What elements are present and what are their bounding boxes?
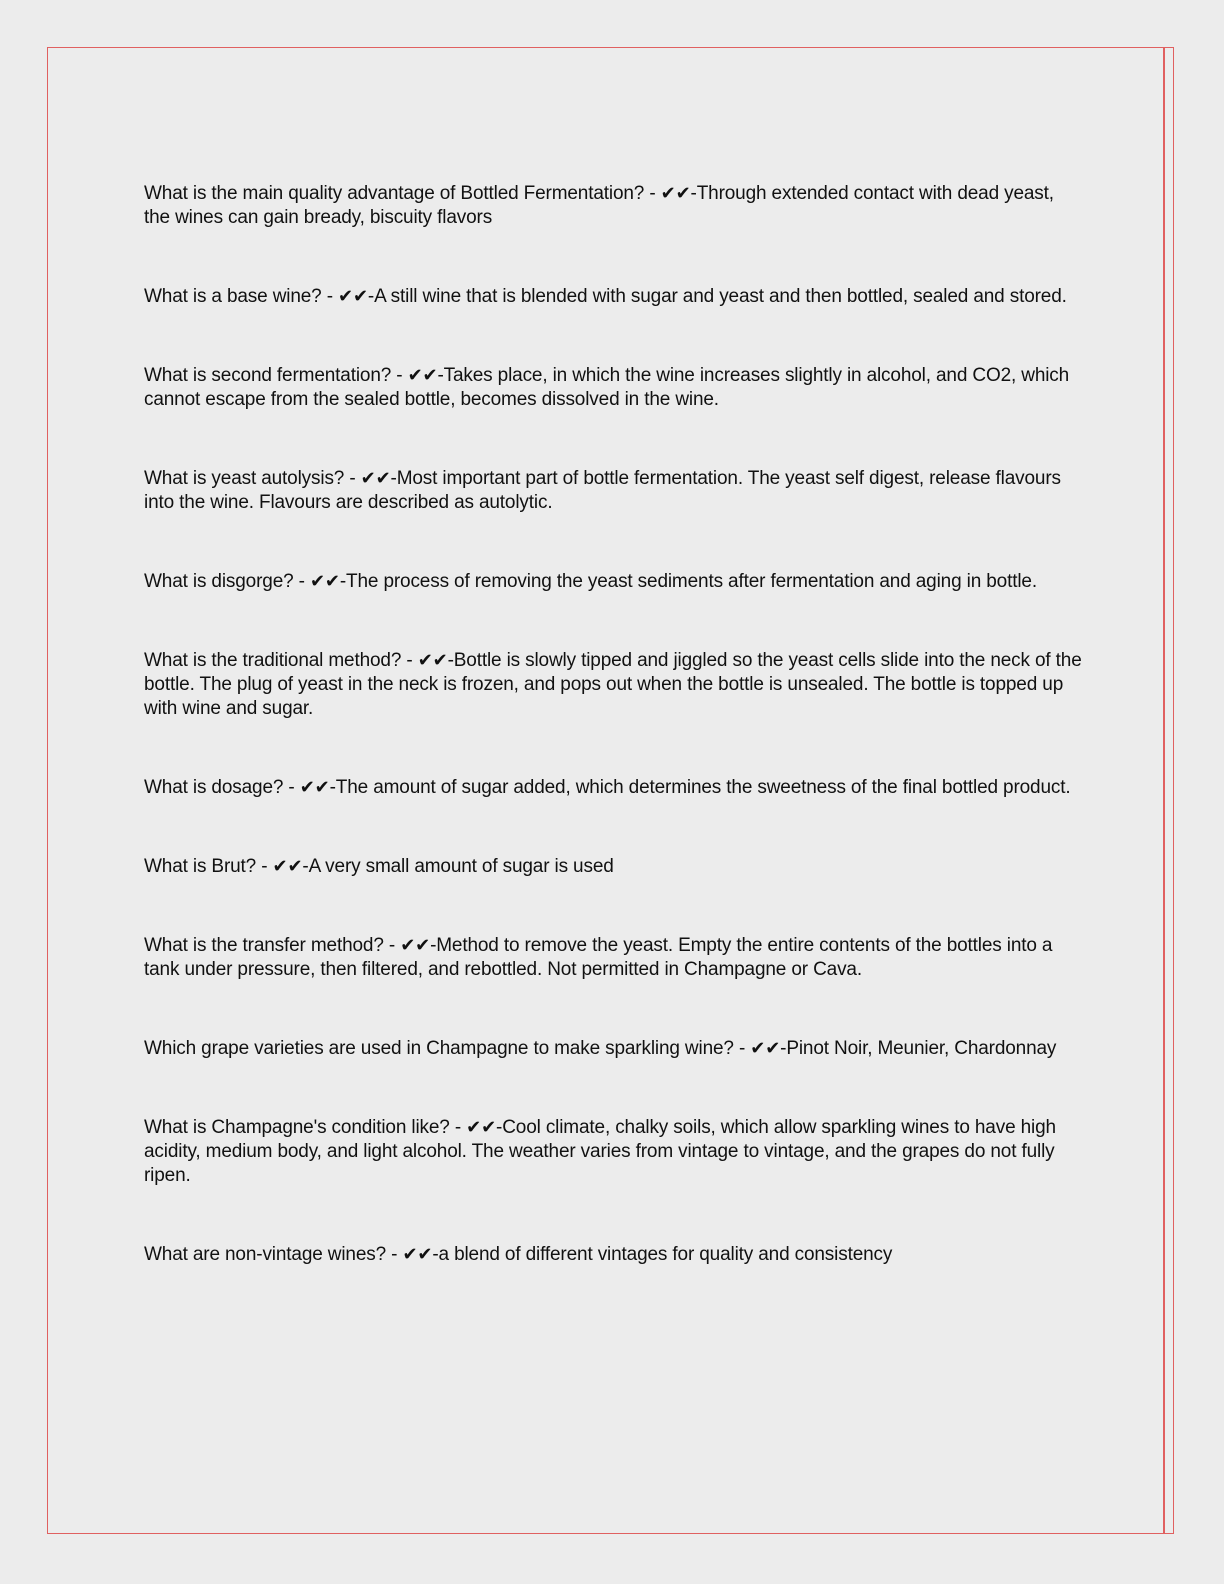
double-check-icon: ✔✔ — [750, 1038, 781, 1059]
question-text: What is the main quality advantage of Bottled Fermentation? - — [144, 183, 661, 204]
question-text: What is dosage? - — [144, 777, 300, 798]
qa-item — [144, 285, 1084, 309]
answer-text: -The amount of sugar added, which determines the sweetness of the final bottled product. — [329, 777, 1071, 798]
qa-item — [144, 649, 1084, 721]
qa-item — [144, 467, 1084, 515]
question-text: What is second fermentation? - — [144, 365, 408, 386]
qa-item — [144, 1243, 1084, 1267]
double-check-icon: ✔✔ — [660, 183, 691, 204]
question-text: What is Brut? - — [144, 856, 273, 877]
question-text: What is the transfer method? - — [144, 935, 401, 956]
qa-item — [144, 934, 1084, 982]
answer-text: -Bottle is slowly tipped and jiggled so the yeast cells slide into the neck of the bottle. The plug of yeast in the neck is frozen, and pops out when the bottle is unsealed. The bottle is topped up with wine and sugar. — [144, 650, 1082, 719]
qa-item — [144, 364, 1084, 412]
qa-list — [144, 182, 1084, 1322]
double-check-icon: ✔✔ — [402, 1244, 433, 1265]
answer-text: -A very small amount of sugar is used — [302, 856, 614, 877]
double-check-icon: ✔✔ — [466, 1117, 497, 1138]
double-check-icon: ✔✔ — [299, 777, 330, 798]
question-text: What is the traditional method? - — [144, 650, 418, 671]
answer-text: -a blend of different vintages for quality and consistency — [432, 1244, 893, 1265]
answer-text: -Cool climate, chalky soils, which allow sparkling wines to have high acidity, medium body, and light alcohol. The weather varies from vintage to vintage, and the grapes do not fully ripen. — [144, 1117, 1056, 1186]
answer-text: -Pinot Noir, Meunier, Chardonnay — [780, 1038, 1057, 1059]
qa-item — [144, 182, 1084, 230]
double-check-icon: ✔✔ — [360, 468, 391, 489]
answer-text: -Through extended contact with dead yeast, the wines can gain bready, biscuity flavors — [144, 183, 1054, 228]
answer-text: -Most important part of bottle fermentation. The yeast self digest, release flavours into the wine. Flavours are described as autolytic. — [144, 468, 1061, 513]
double-check-icon: ✔✔ — [400, 935, 431, 956]
question-text: What is a base wine? - — [144, 286, 339, 307]
question-text: Which grape varieties are used in Champagne to make sparkling wine? - — [144, 1038, 751, 1059]
double-check-icon: ✔✔ — [309, 571, 340, 592]
page-border-right-line — [1163, 47, 1165, 1534]
answer-text: -Takes place, in which the wine increases slightly in alcohol, and CO2, which cannot escape from the sealed bottle, becomes dissolved in the wine. — [144, 365, 1070, 410]
qa-item — [144, 1116, 1084, 1188]
qa-item — [144, 1037, 1084, 1061]
answer-text: -Method to remove the yeast. Empty the entire contents of the bottles into a tank under pressure, then filtered, and rebottled. Not permitted in Champagne or Cava. — [144, 935, 1053, 980]
qa-item — [144, 855, 1084, 879]
answer-text: -A still wine that is blended with sugar and yeast and then bottled, sealed and stored. — [367, 286, 1067, 307]
qa-item — [144, 776, 1084, 800]
double-check-icon: ✔✔ — [417, 650, 448, 671]
answer-text: -The process of removing the yeast sediments after fermentation and aging in bottle. — [339, 571, 1037, 592]
double-check-icon: ✔✔ — [407, 365, 438, 386]
question-text: What is Champagne's condition like? - — [144, 1117, 467, 1138]
double-check-icon: ✔✔ — [272, 856, 303, 877]
qa-item — [144, 570, 1084, 594]
question-text: What is disgorge? - — [144, 571, 310, 592]
question-text: What are non-vintage wines? - — [144, 1244, 403, 1265]
double-check-icon: ✔✔ — [338, 286, 368, 307]
question-text: What is yeast autolysis? - — [144, 468, 361, 489]
